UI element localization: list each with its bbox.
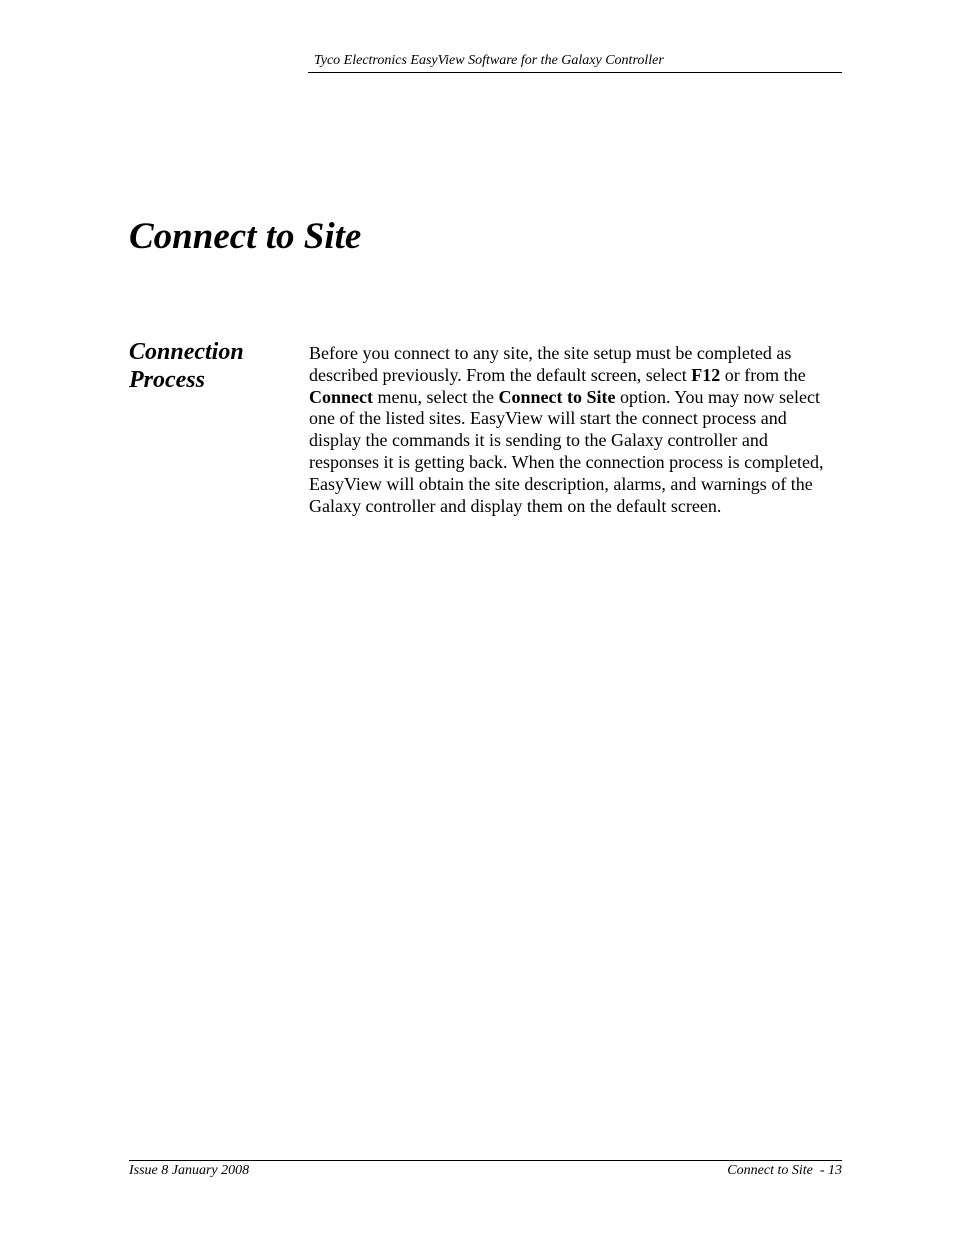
body-text-run: or from the [720, 364, 806, 385]
body-line-2 [309, 365, 849, 387]
section-heading-line-1: Connection [129, 339, 244, 365]
running-header: Tyco Electronics EasyView Software for the Galaxy Controller [314, 53, 664, 68]
body-line-7: EasyView will obtain the site description, alarms, and warnings of the [309, 473, 813, 494]
body-line-3 [309, 387, 849, 409]
key-f12: F12 [691, 364, 721, 385]
menu-name-connect: Connect [309, 386, 373, 407]
body-line-1: Before you connect to any site, the site setup must be completed as [309, 343, 792, 363]
section-heading [129, 338, 289, 394]
footer-rule [129, 1160, 842, 1161]
body-line-4: one of the listed sites. EasyView will start the connect process and [309, 408, 787, 429]
body-line-5: display the commands it is sending to the Galaxy controller and [309, 430, 768, 451]
section-body-paragraph [309, 343, 849, 517]
footer-issue-date: Issue 8 January 2008 [129, 1163, 250, 1178]
body-text-run: menu, select the [373, 386, 499, 407]
chapter-title: Connect to Site [129, 216, 362, 257]
section-heading-line-2: Process [129, 367, 205, 393]
body-line-8: Galaxy controller and display them on the default screen. [309, 495, 722, 516]
header-rule [308, 72, 842, 73]
option-name-connect-to-site: Connect to Site [498, 386, 616, 407]
body-text-run: described previously. From the default screen, select [309, 364, 692, 385]
body-line-6: responses it is getting back. When the connection process is completed, [309, 451, 824, 472]
footer-page-label: Connect to Site - 13 [727, 1163, 842, 1178]
body-text-run: option. You may now select [615, 386, 820, 407]
